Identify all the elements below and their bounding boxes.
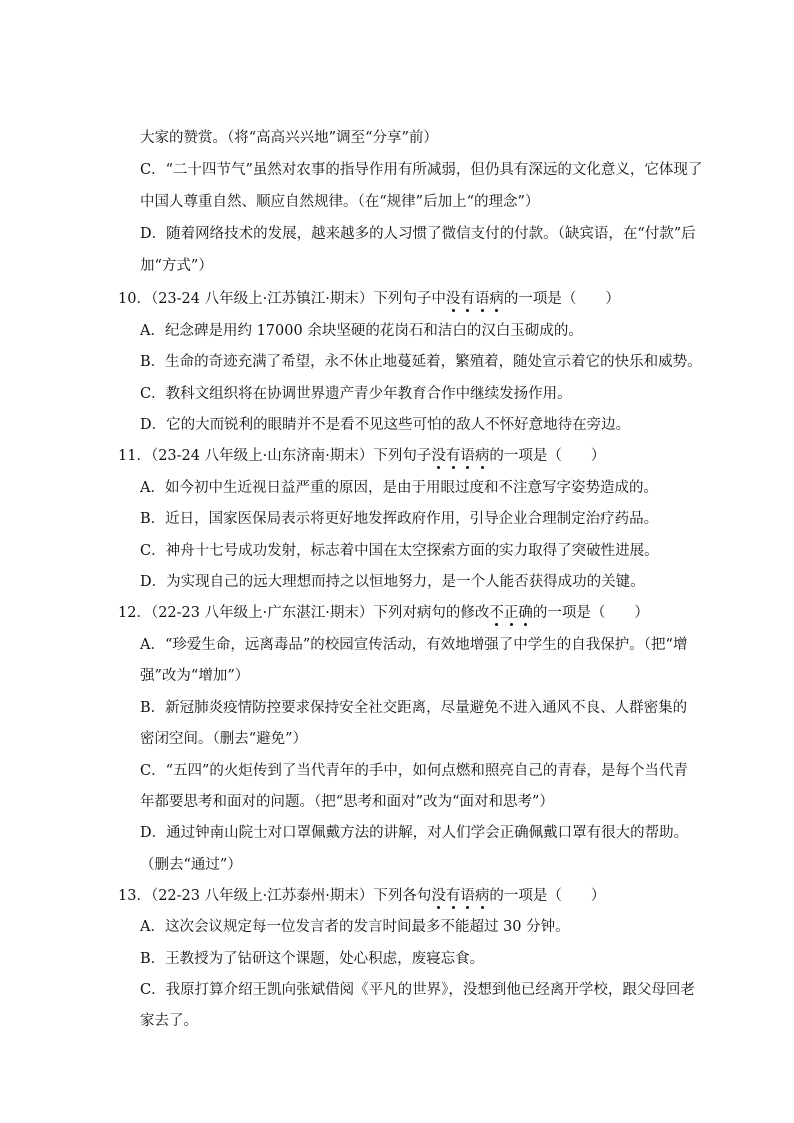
option-a-line: A．如今初中生近视日益严重的原因，是由于用眼过度和不注意写字姿势造成的。 [140, 480, 658, 496]
emphasized-char: 没 [431, 888, 446, 904]
emphasized-char: 语 [460, 448, 475, 464]
emphasized-char: 有 [460, 291, 475, 307]
option-d-line: D．它的大而锐利的眼睛并不是看不见这些可怕的敌人不怀好意地待在旁边。 [140, 417, 631, 433]
option-a-line: A．这次会议规定每一位发言者的发言时间最多不能超过 30 分钟。 [140, 919, 570, 935]
option-c-line: C．教科文组织将在协调世界遗产青少年教育合作中继续发扬作用。 [140, 386, 572, 402]
option-b-line: B．近日，国家医保局表示将更好地发挥政府作用，引导企业合理制定治疗药品。 [140, 511, 659, 527]
question-12-stem: 12．（22-23 八年级上·广东湛江·期末）下列对病句的修改不正确的一项是（ ） [118, 605, 649, 621]
option-d-line: D．随着网络技术的发展，越来越多的人习惯了微信支付的付款。（缺宾语，在“付款”后 [140, 226, 696, 242]
text-line: 密闭空间。（删去“避免”） [140, 731, 308, 747]
text-line: 中国人尊重自然、顺应自然规律。（在“规律”后加上“的理念”） [140, 194, 540, 210]
question-11-stem: 11．（23-24 八年级上·山东济南·期末）下列句子没有语病的一项是（ ） [118, 448, 606, 464]
option-b-line: B．新冠肺炎疫情防控要求保持安全社交距离，尽量避免不进入通风不良、人群密集的 [140, 700, 688, 716]
emphasized-char: 正 [503, 605, 519, 621]
option-d-line: D．为实现自己的远大理想而持之以恒地努力，是一个人能否获得成功的关键。 [140, 574, 645, 590]
emphasized-char: 病 [474, 448, 490, 464]
text-line: 年都要思考和面对的问题。（把“思考和面对”改为“面对和思考”） [140, 794, 554, 810]
emphasized-char: 病 [489, 291, 504, 307]
option-a-line: A．纪念碑是用约 17000 余块坚硬的花岗石和洁白的汉白玉砌成的。 [140, 323, 583, 339]
emphasized-char: 确 [518, 605, 533, 621]
emphasized-char: 没 [445, 291, 461, 307]
option-b-line: B．王教授为了钻研这个课题，处心积虑，废寝忘食。 [140, 951, 485, 967]
emphasized-char: 有 [445, 448, 461, 464]
emphasized-char: 语 [474, 291, 490, 307]
option-d-line: D．通过钟南山院士对口罩佩戴方法的讲解，对人们学会正确佩戴口罩有很大的帮助。 [140, 825, 689, 841]
question-10-stem: 10．（23-24 八年级上·江苏镇江·期末）下列句子中没有语病的一项是（ ） [118, 291, 620, 307]
question-13-stem: 13．（22-23 八年级上·江苏泰州·期末）下列各句没有语病的一项是（ ） [118, 888, 606, 904]
option-b-line: B．生命的奇迹充满了希望，永不休止地蔓延着，繁殖着，随处宣示着它的快乐和威势。 [140, 354, 702, 370]
emphasized-char: 语 [460, 888, 475, 904]
option-c-line: C．“二十四节气”虽然对农事的指导作用有所减弱，但仍具有深远的文化意义，它体现了 [140, 162, 703, 178]
emphasized-char: 有 [445, 888, 461, 904]
option-c-line: C．神舟十七号成功发射，标志着中国在太空探索方面的实力取得了突破性进展。 [140, 543, 659, 559]
text-line: 强”改为“增加”） [140, 668, 250, 684]
text-line: （删去“通过”） [140, 857, 242, 873]
text-line: 大家的赞赏。（将“高高兴兴地”调至“分享”前） [140, 130, 438, 146]
option-c-line: C．“五四”的火炬传到了当代青年的手中，如何点燃和照亮自己的青春，是每个当代青 [140, 763, 688, 779]
option-a-line: A．“珍爱生命，远离毒品”的校园宣传活动，有效地增强了中学生的自我保护。（把“增 [140, 637, 688, 653]
option-c-line: C．我原打算介绍王凯向张斌借阅《平凡的世界》，没想到他已经离开学校，跟父母回老 [140, 982, 695, 998]
emphasized-char: 没 [431, 448, 446, 464]
emphasized-char: 不 [489, 605, 504, 621]
text-line: 加“方式”） [140, 258, 213, 274]
emphasized-char: 病 [474, 888, 490, 904]
text-line: 家去了。 [140, 1013, 198, 1029]
